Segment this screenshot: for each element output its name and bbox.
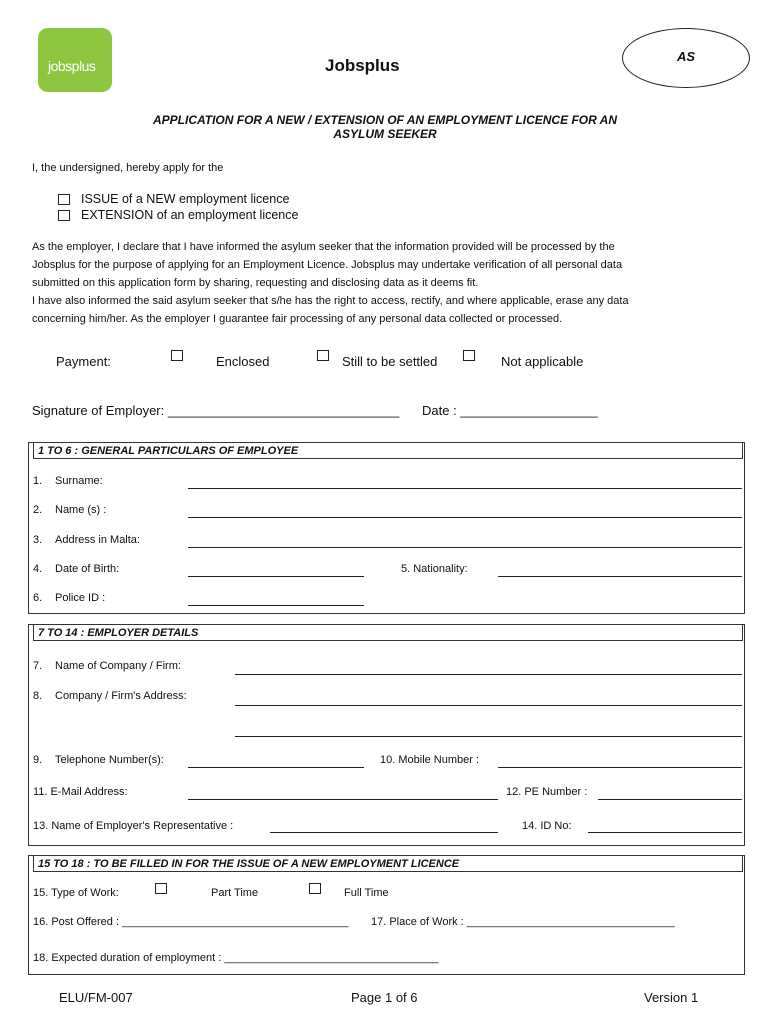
extension-checkbox[interactable] <box>58 210 70 221</box>
field-number: 2. <box>33 504 43 516</box>
type-of-work-label: 15. Type of Work: <box>33 887 119 899</box>
issue-checkbox[interactable] <box>58 194 70 205</box>
part-time-label: Part Time <box>211 887 259 899</box>
footer-form-code: ELU/FM-007 <box>59 990 133 1005</box>
nationality-label: 5. Nationality: <box>401 563 468 575</box>
payment-label: Payment: <box>56 354 111 369</box>
expected-duration-field[interactable]: 18. Expected duration of employment : ___________________________________ <box>33 952 439 964</box>
police-id-input[interactable] <box>188 605 364 606</box>
surname-input[interactable] <box>188 488 742 489</box>
police-id-label: Police ID : <box>55 592 106 604</box>
not-applicable-label: Not applicable <box>501 354 584 369</box>
to-settle-label: Still to be settled <box>342 354 438 369</box>
company-address-input[interactable] <box>235 705 742 706</box>
field-number: 3. <box>33 534 43 546</box>
footer-version: Version 1 <box>644 990 699 1005</box>
company-address-label: Company / Firm's Address: <box>55 690 187 702</box>
declaration <box>32 238 682 328</box>
form-heading-line1: APPLICATION FOR A NEW / EXTENSION OF AN EMPLOYMENT LICENCE FOR AN <box>152 113 617 127</box>
company-name-label: Name of Company / Firm: <box>55 660 181 672</box>
date-field[interactable]: Date : ___________________ <box>422 403 598 418</box>
declaration-line: submitted on this application form by sharing, requesting and disclosing data as it deems fit. <box>32 277 479 289</box>
section-employee <box>28 442 745 614</box>
pe-number-label: 12. PE Number : <box>506 786 588 798</box>
section-employer <box>28 624 745 846</box>
issue-label: ISSUE of a NEW employment licence <box>81 192 290 206</box>
company-name-input[interactable] <box>235 674 742 675</box>
form-code-oval <box>622 28 750 88</box>
field-number: 1. <box>33 475 43 487</box>
mobile-label: 10. Mobile Number : <box>380 754 480 766</box>
declaration-line: concerning him/her. As the employer I guarantee fair processing of any personal data collected or processed. <box>32 313 563 325</box>
nationality-input[interactable] <box>498 576 742 577</box>
dob-label: Date of Birth: <box>55 563 120 575</box>
email-input[interactable] <box>188 799 498 800</box>
company-address-input-2[interactable] <box>235 736 742 737</box>
section-employer-header: 7 TO 14 : EMPLOYER DETAILS <box>33 624 743 641</box>
field-number: 4. <box>33 563 43 575</box>
not-applicable-checkbox[interactable] <box>463 350 475 361</box>
mobile-input[interactable] <box>498 767 742 768</box>
dob-input[interactable] <box>188 576 364 577</box>
representative-label: 13. Name of Employer's Representative : <box>33 820 234 832</box>
form-heading <box>110 113 660 141</box>
id-no-input[interactable] <box>588 832 742 833</box>
representative-input[interactable] <box>270 832 498 833</box>
logo-text: jobsplus <box>48 58 96 74</box>
full-time-checkbox[interactable] <box>309 883 321 894</box>
name-label: Name (s) : <box>55 504 107 516</box>
address-label: Address in Malta: <box>55 534 140 546</box>
intro-text: I, the undersigned, hereby apply for the <box>32 162 224 174</box>
telephone-input[interactable] <box>188 767 364 768</box>
address-input[interactable] <box>188 547 742 548</box>
full-time-label: Full Time <box>344 887 389 899</box>
footer-page-number: Page 1 of 6 <box>351 990 418 1005</box>
jobsplus-logo <box>38 28 112 92</box>
field-number: 8. <box>33 690 43 702</box>
field-number: 9. <box>33 754 43 766</box>
field-number: 6. <box>33 592 43 604</box>
surname-label: Surname: <box>55 475 103 487</box>
enclosed-checkbox[interactable] <box>171 350 183 361</box>
id-no-label: 14. ID No: <box>522 820 572 832</box>
telephone-label: Telephone Number(s): <box>55 754 164 766</box>
section-employee-header: 1 TO 6 : GENERAL PARTICULARS OF EMPLOYEE <box>33 442 743 459</box>
email-label: 11. E-Mail Address: <box>33 786 128 798</box>
to-settle-checkbox[interactable] <box>317 350 329 361</box>
form-heading-line2: ASYLUM SEEKER <box>333 127 437 141</box>
post-offered-field[interactable]: 16. Post Offered : _____________________________________ <box>33 916 349 928</box>
name-input[interactable] <box>188 517 742 518</box>
declaration-line: Jobsplus for the purpose of applying for an Employment Licence. Jobsplus may undertake verification of all personal data <box>32 259 623 271</box>
field-number: 7. <box>33 660 43 672</box>
extension-label: EXTENSION of an employment licence <box>81 208 299 222</box>
pe-number-input[interactable] <box>598 799 742 800</box>
declaration-line: I have also informed the said asylum seeker that s/he has the right to access, rectify, and where applicable, erase any data <box>32 295 629 307</box>
place-of-work-field[interactable]: 17. Place of Work : __________________________________ <box>371 916 675 928</box>
section-new-licence-header: 15 TO 18 : TO BE FILLED IN FOR THE ISSUE OF A NEW EMPLOYMENT LICENCE <box>33 855 743 872</box>
signature-field[interactable]: Signature of Employer: ________________________________ <box>32 403 400 418</box>
enclosed-label: Enclosed <box>216 354 270 369</box>
part-time-checkbox[interactable] <box>155 883 167 894</box>
org-title: Jobsplus <box>325 56 400 75</box>
declaration-line: As the employer, I declare that I have informed the asylum seeker that the information provided will be processed by the <box>32 241 615 253</box>
form-code: AS <box>676 49 696 64</box>
